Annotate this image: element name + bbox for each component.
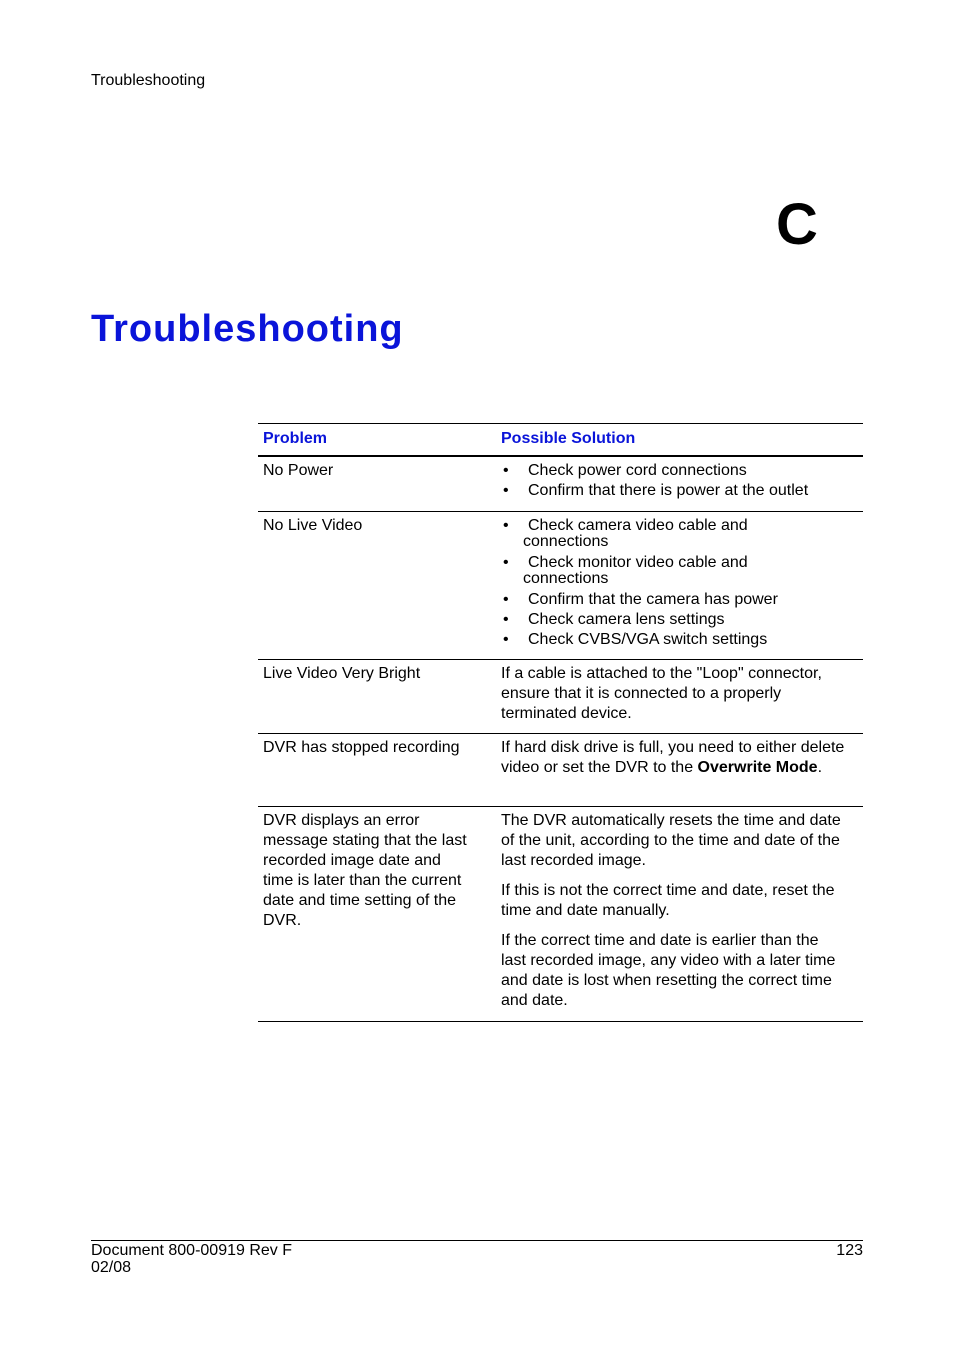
problem-cell: No Live Video <box>263 517 363 534</box>
header-solution: Possible Solution <box>501 430 636 447</box>
list-item: • Check camera lens settings <box>503 611 725 628</box>
page-number: 123 <box>836 1242 863 1259</box>
list-item: • Check power cord connections <box>503 462 747 479</box>
footer-document-info <box>91 1242 292 1276</box>
document-number: Document 800-00919 Rev F <box>91 1242 292 1259</box>
solution-paragraph: If this is not the correct time and date, reset the time and date manually. <box>501 882 835 919</box>
list-item: • Check monitor video cable and connections <box>503 554 748 587</box>
problem-cell: DVR has stopped recording <box>263 739 460 756</box>
solution-cell <box>501 811 846 1021</box>
table-header <box>258 423 863 457</box>
problem-cell: Live Video Very Bright <box>263 665 421 682</box>
page-title: Troubleshooting <box>91 308 404 350</box>
solution-paragraph: If the correct time and date is earlier than the last recorded image, any video with a later time and date is lost when resetting the correct time and date. <box>501 932 836 1009</box>
list-item: • Check camera video cable and connections <box>503 517 748 550</box>
footer-rule <box>91 1240 863 1241</box>
list-item: • Check CVBS/VGA switch settings <box>503 631 768 648</box>
overwrite-mode-label: Overwrite Mode <box>697 759 818 776</box>
chapter-letter: C <box>776 192 818 257</box>
table-row <box>258 512 863 660</box>
running-head: Troubleshooting <box>91 72 206 89</box>
solution-cell: If hard disk drive is full, you need to either delete video or set the DVR to the Overwrite Mode. <box>501 739 845 776</box>
header-problem: Problem <box>263 430 328 447</box>
problem-cell: No Power <box>263 462 334 479</box>
table-row <box>258 660 863 734</box>
solution-cell <box>501 461 846 501</box>
list-item: • Confirm that there is power at the outlet <box>503 482 809 499</box>
solution-cell <box>501 516 846 650</box>
list-item: • Confirm that the camera has power <box>503 591 778 608</box>
solution-paragraph: The DVR automatically resets the time and date of the unit, according to the time and date of the last recorded image. <box>501 812 841 869</box>
solution-cell: If a cable is attached to the "Loop" connector, ensure that it is connected to a properly terminated device. <box>501 665 822 722</box>
troubleshooting-table <box>258 423 863 1022</box>
table-row <box>258 457 863 512</box>
problem-cell: DVR displays an error message stating that the last recorded image date and time is later than the current date and time setting of the DVR. <box>263 812 467 929</box>
table-row <box>258 807 863 1022</box>
document-date: 02/08 <box>91 1259 132 1276</box>
table-row <box>258 734 863 807</box>
